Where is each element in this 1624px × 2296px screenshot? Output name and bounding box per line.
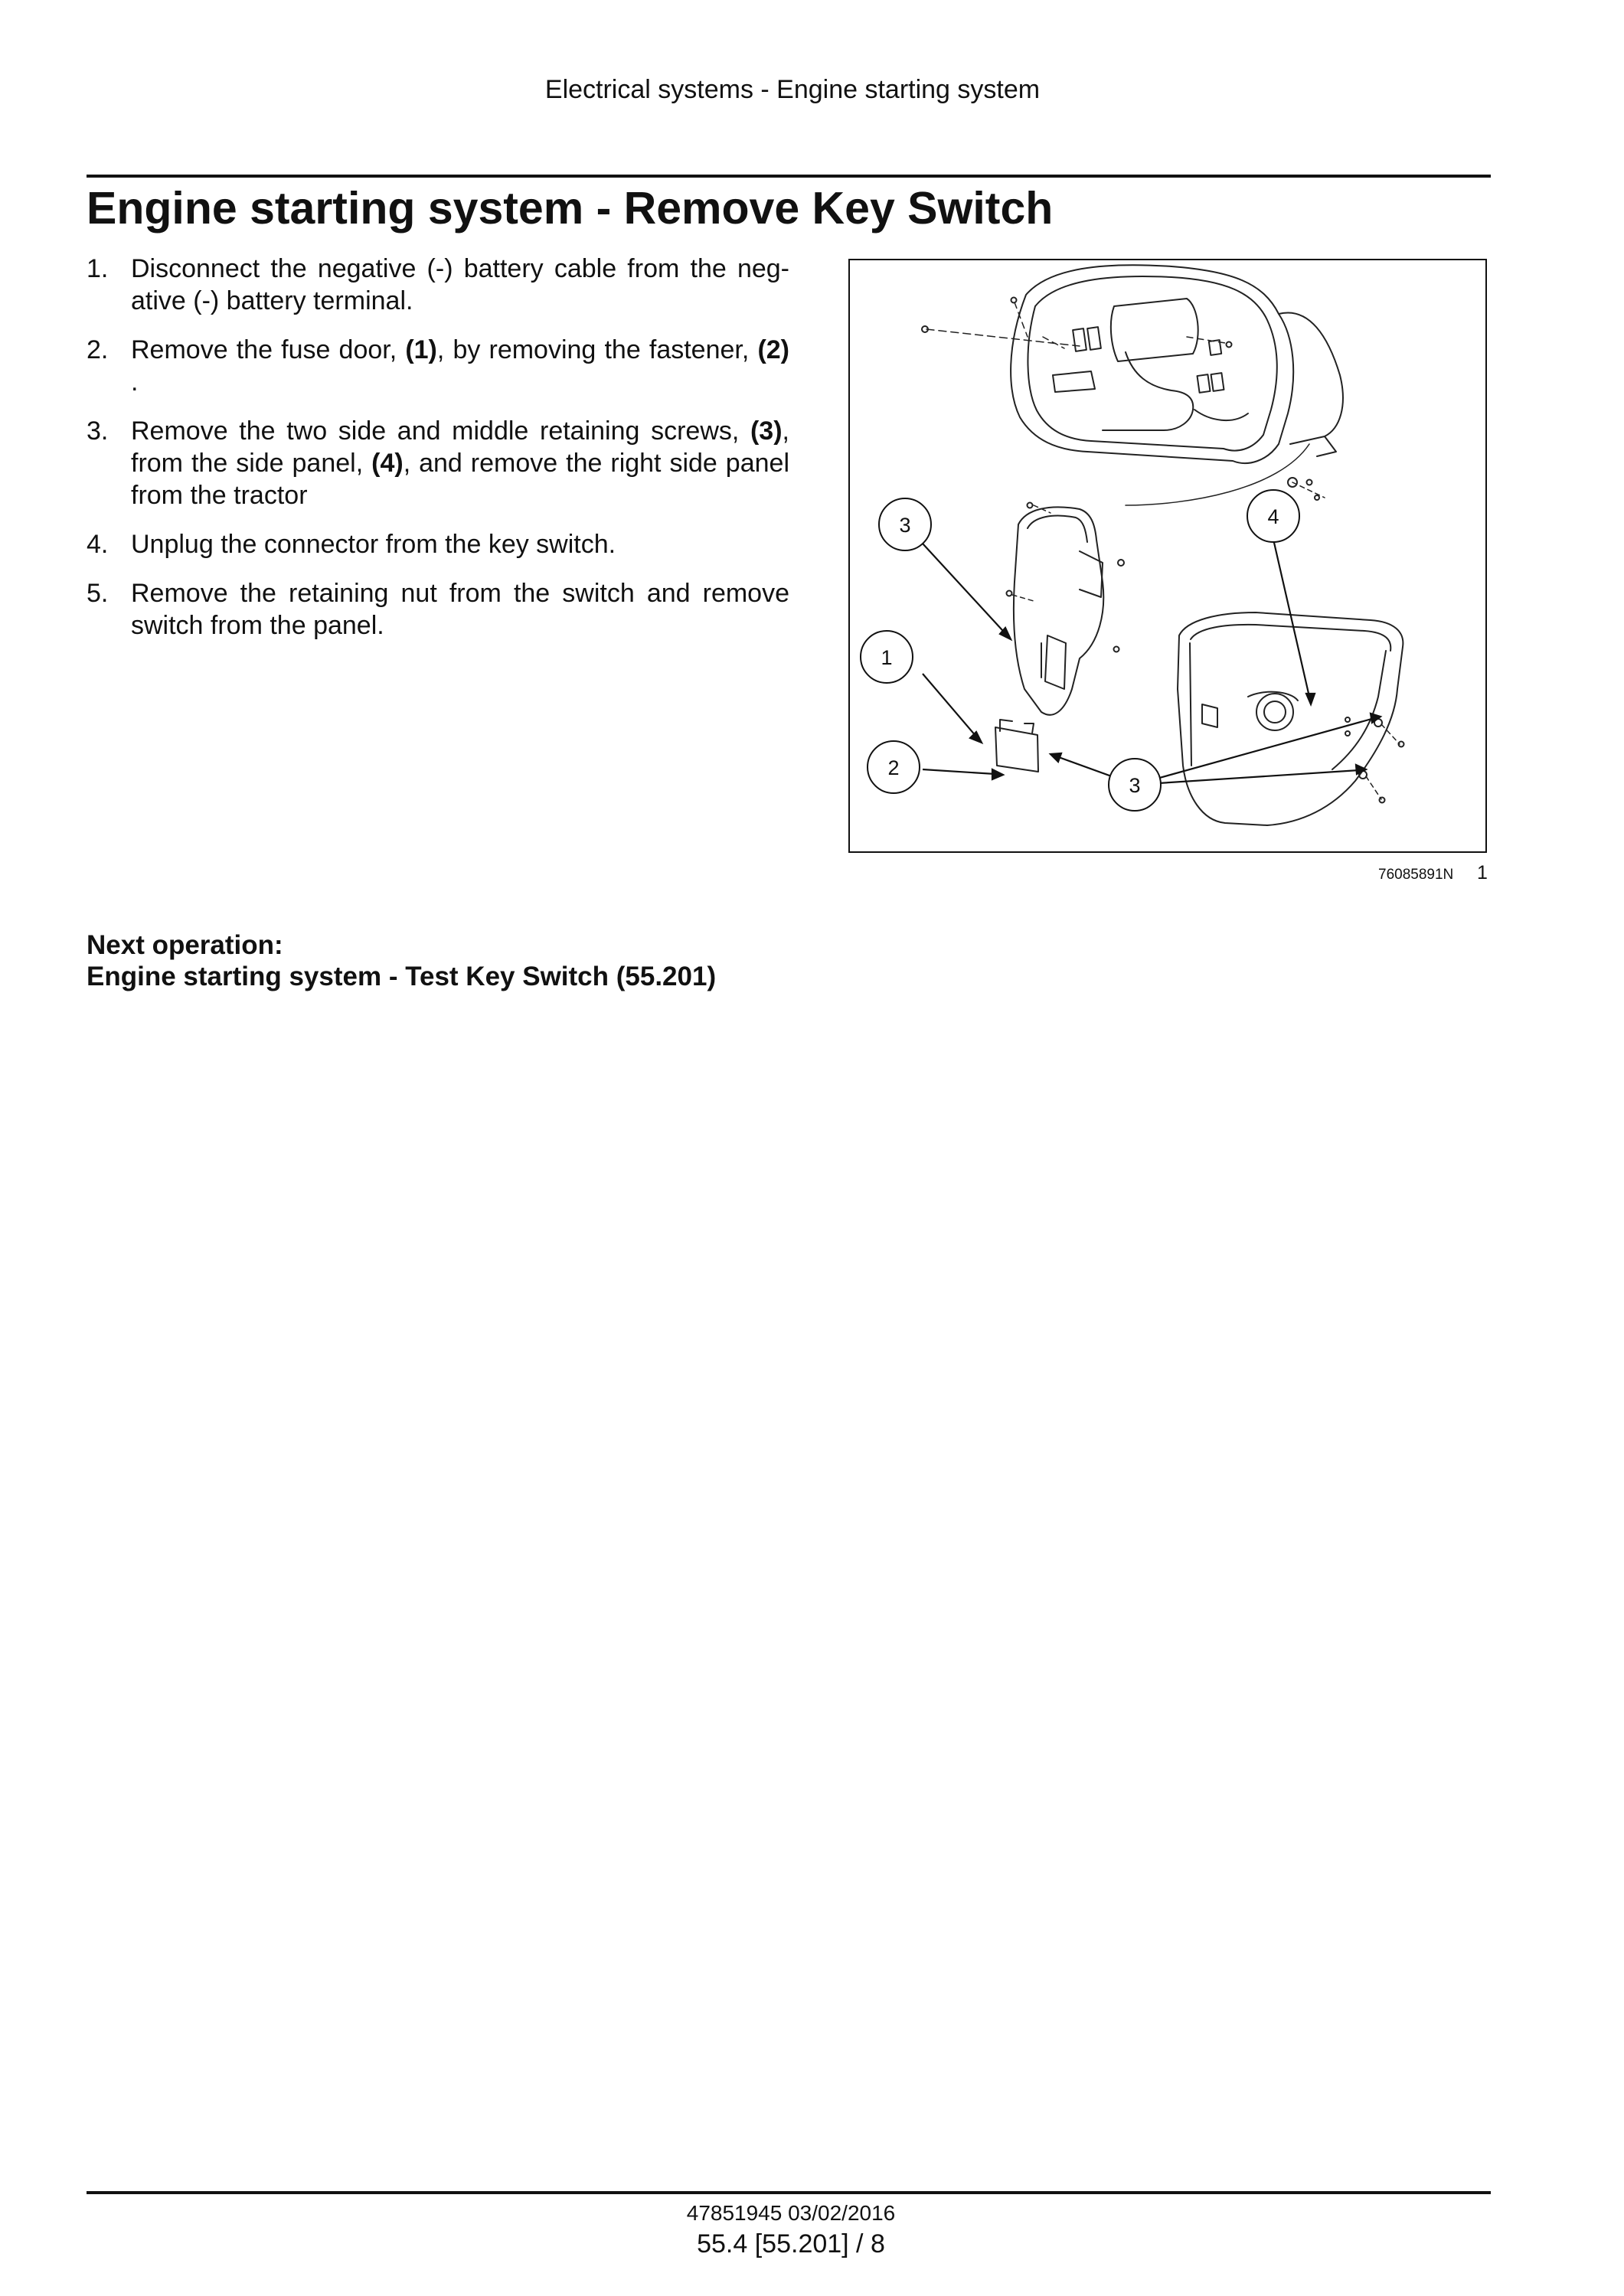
procedure-step <box>87 528 789 560</box>
page-number: 55.4 [55.201] / 8 <box>697 2229 885 2258</box>
callout-1-label: 1 <box>881 646 893 669</box>
next-operation-link[interactable]: Engine starting system - Test Key Switch (55.201) <box>87 962 717 991</box>
figure-number: 1 <box>1477 862 1488 883</box>
callout-ref: (1) <box>405 335 437 364</box>
gauge-window <box>1111 299 1198 361</box>
callout-3-bottom-label: 3 <box>1129 774 1141 797</box>
step-text: Remove the fuse door, (1), by removing the fastener, (2) . <box>131 335 790 397</box>
procedure-step <box>87 577 789 642</box>
procedure-step <box>87 334 789 398</box>
dashboard-panel-illustration <box>850 260 1485 851</box>
step-text: Unplug the connector from the key switch. <box>131 530 616 559</box>
step-number: 5. <box>87 579 109 608</box>
display-window <box>1053 371 1095 392</box>
step-number: 2. <box>87 335 109 364</box>
document-id: 47851945 03/02/2016 <box>686 2201 896 2225</box>
callout-4-label: 4 <box>1267 505 1279 528</box>
figure-image-id: 76085891N <box>1378 867 1454 883</box>
indicator-window <box>1198 374 1211 393</box>
step-text: Remove the two side and middle retaining screws, (3), from the side panel, (4), and remove the right side panel from the tractor <box>131 416 789 510</box>
indicator-window <box>1087 327 1101 350</box>
left-side-panel <box>1014 507 1103 714</box>
callout-ref: (3) <box>750 416 783 446</box>
callout-2-label: 2 <box>887 756 900 779</box>
step-number: 3. <box>87 416 109 446</box>
page-title: Engine starting system - Remove Key Switch <box>87 183 1054 234</box>
procedure-step <box>87 415 789 511</box>
step-number: 4. <box>87 530 109 559</box>
running-header: Electrical systems - Engine starting system <box>544 75 1041 104</box>
key-switch-opening <box>1256 694 1293 730</box>
indicator-window <box>1073 328 1086 351</box>
exploded-view-figure <box>848 259 1487 853</box>
step-text: Disconnect the negative (-) battery cable from the neg-ative (-) battery terminal. <box>131 254 789 315</box>
procedure-steps <box>87 253 789 658</box>
next-operation-label: Next operation: <box>87 930 283 960</box>
indicator-window <box>1211 373 1224 391</box>
footer-rule <box>87 2191 1491 2194</box>
procedure-step <box>87 253 789 317</box>
callout-ref: (4) <box>371 449 404 478</box>
callout-3-top-label: 3 <box>899 514 911 537</box>
step-text: Remove the retaining nut from the switch and remove switch from the panel. <box>131 579 789 640</box>
dashboard-housing <box>1011 265 1293 463</box>
step-number: 1. <box>87 254 109 283</box>
callout-ref: (2) <box>757 335 790 364</box>
